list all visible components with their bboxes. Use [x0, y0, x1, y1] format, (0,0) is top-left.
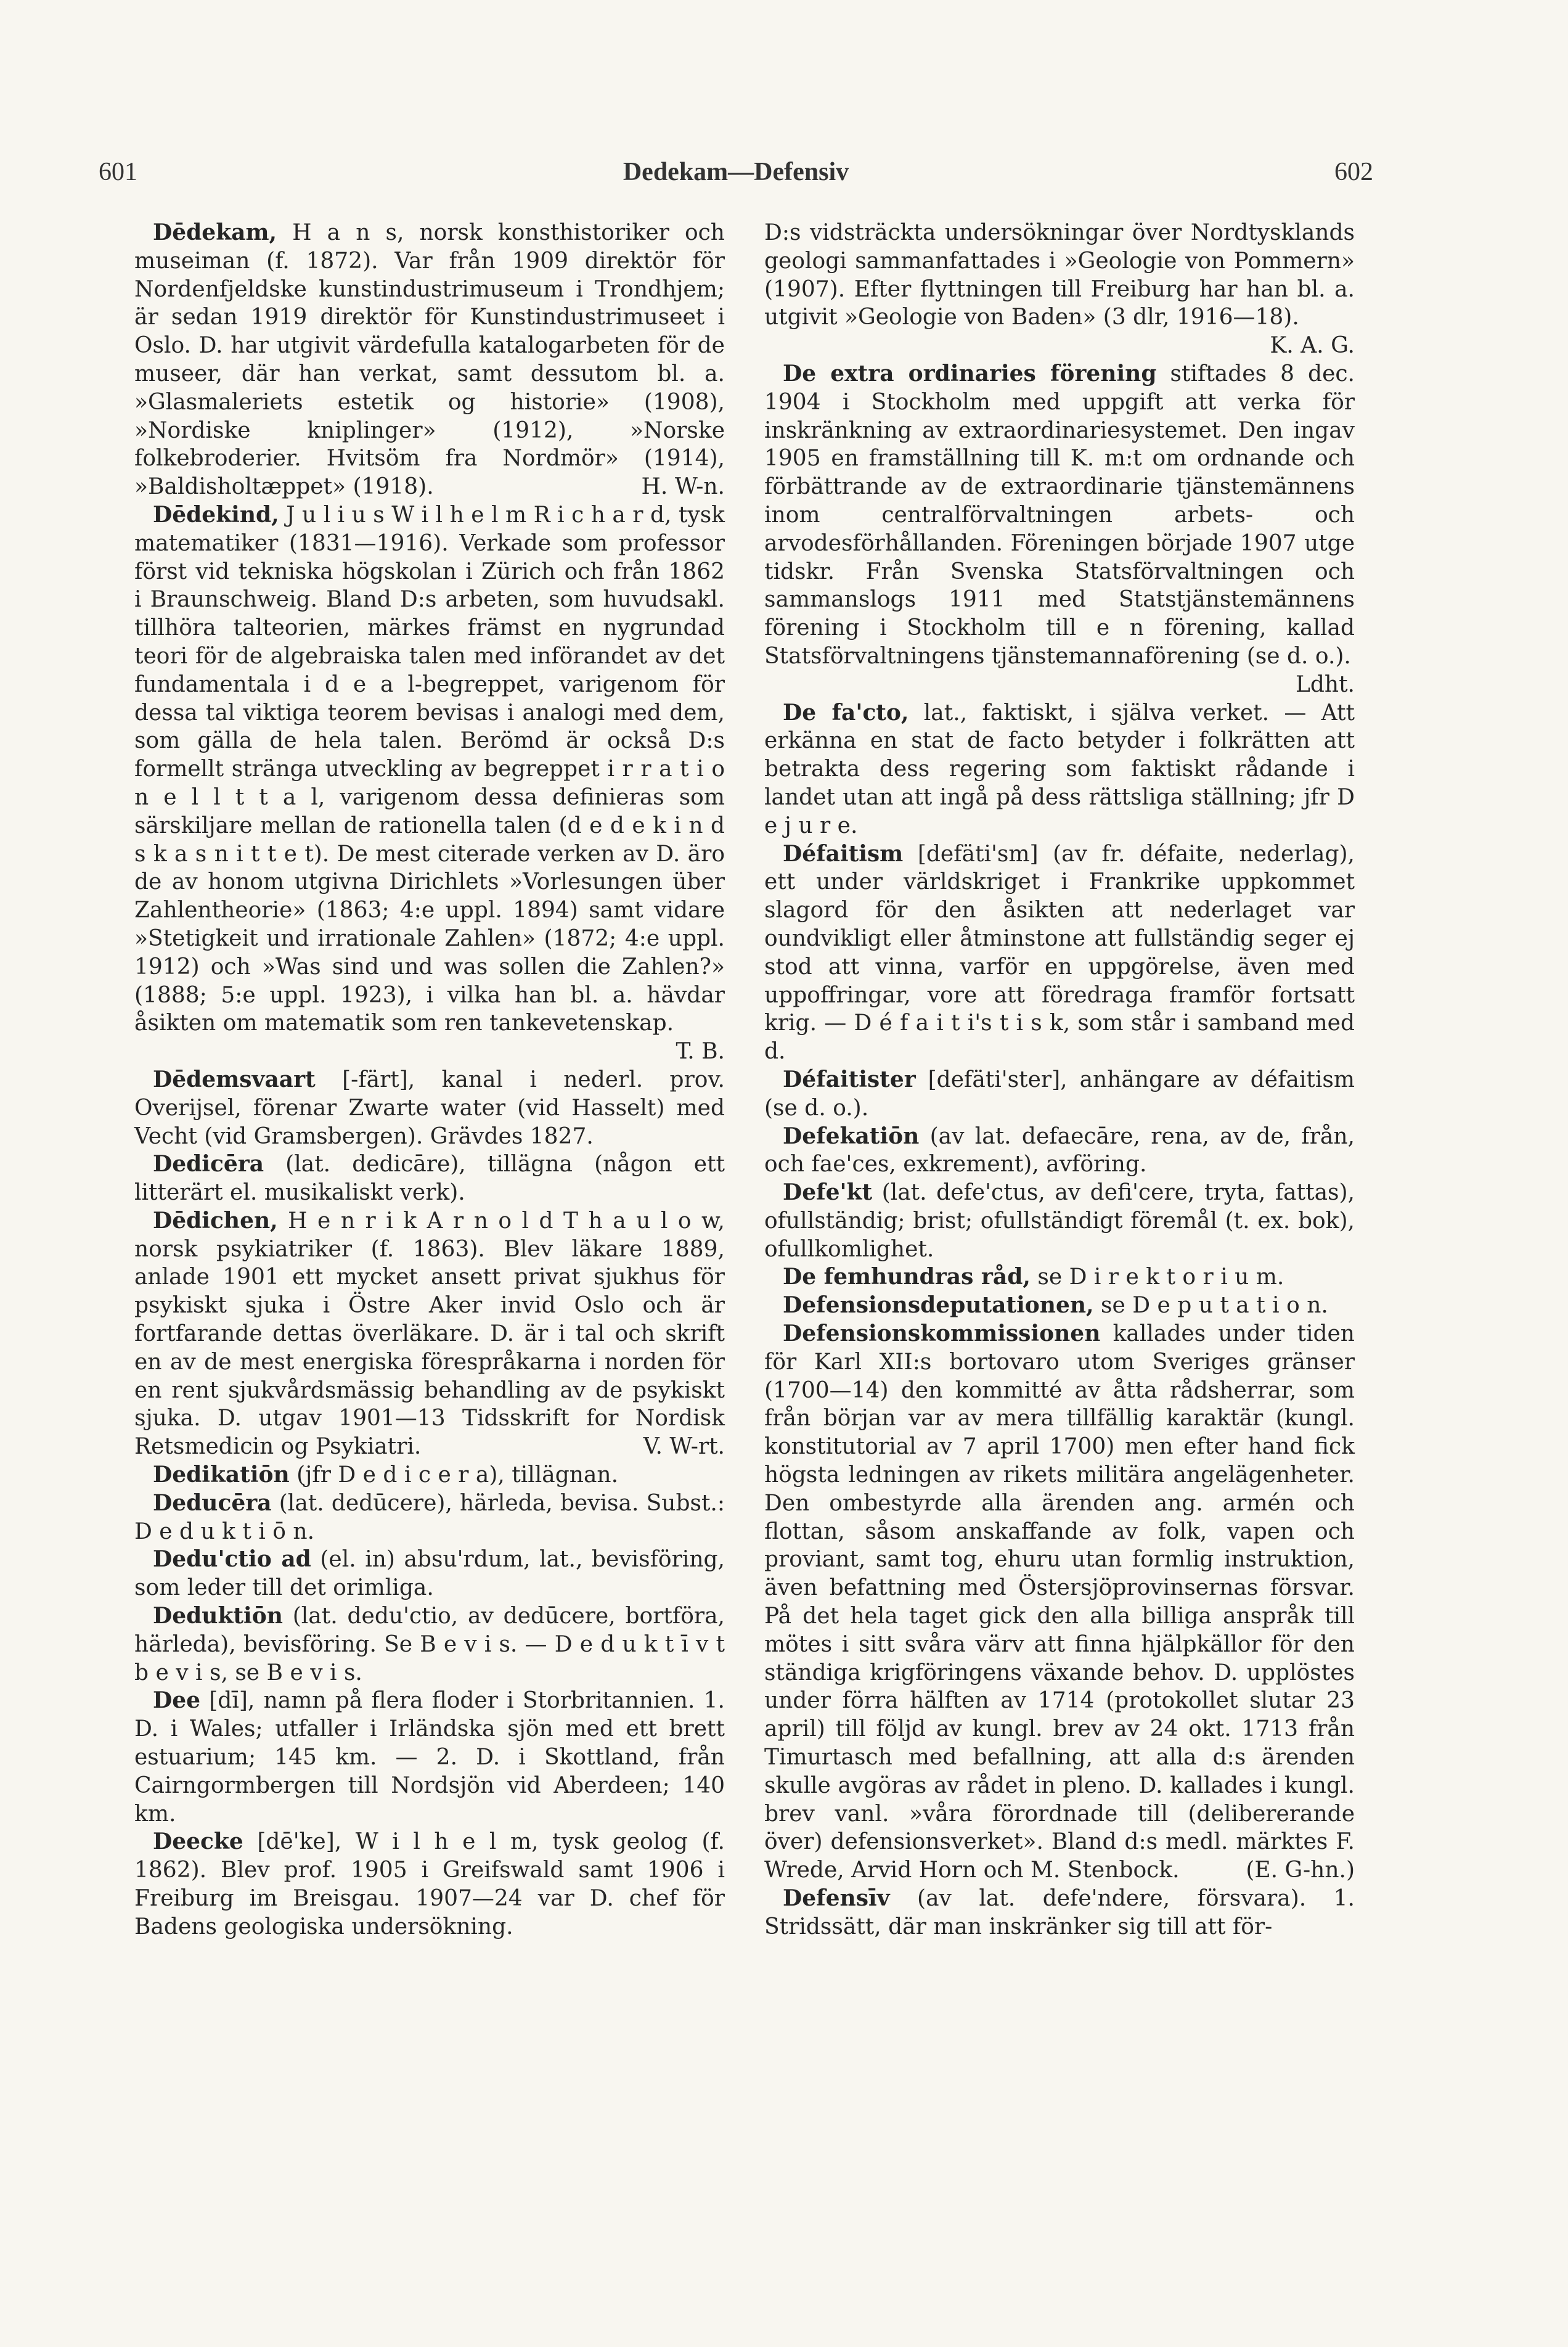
- page-number-left: 601: [99, 158, 137, 186]
- entry-text: [defäti'sm] (av fr. défaite, nederlag), ett under världskriget i Frankrike uppkommet slagord för den åsikten att nederlaget var oundvikligt eller åtminstone att fullständig seger ej stod att vinna, varför en uppgörelse, även med uppoffringar, vore att föredraga framför fortsatt krig. — D é f a i t i's t i s k, som står i samband med d.: [764, 841, 1355, 1065]
- entry-headword: Dēdekind,: [153, 501, 279, 528]
- entry-text: (av lat. defe'ndere, försvara). 1. Stridssätt, där man inskränker sig till att för-: [764, 1886, 1355, 1939]
- entry-text: (lat. dedu'ctio, av dedūcere, bortföra, härleda), bevisföring. Se B e v i s. — D e d u k t ī v t b e v i s, se B e v i s.: [134, 1604, 725, 1685]
- entry-text: [dē'ke], W i l h e l m, tysk geolog (f. 1862). Blev prof. 1905 i Greifswald samt 1906 i Freiburg im Breisgau. 1907—24 var D. chef för Badens geologiska undersökning.: [134, 1829, 725, 1939]
- entry-deductio-ad-absurdum: [134, 1546, 725, 1602]
- entry-headword: Défaitister: [783, 1066, 916, 1092]
- entry-text: (av lat. defaecāre, rena, av de, från, och fae'ces, exkrement), avföring.: [764, 1123, 1355, 1178]
- entry-headword: Dēdemsvaart: [153, 1066, 316, 1092]
- page-number-right: 602: [1334, 158, 1373, 186]
- entry-defensiv: [764, 1885, 1355, 1941]
- entry-headword: De femhundras råd,: [783, 1264, 1031, 1290]
- entry-headword: Deducēra: [153, 1489, 272, 1516]
- entry-defensionskommissionen: [764, 1320, 1355, 1885]
- entry-headword: Dee: [153, 1687, 201, 1714]
- entry-defaitister: [764, 1066, 1355, 1123]
- entry-de-facto: [764, 699, 1355, 840]
- entry-dedicera: [134, 1150, 725, 1207]
- entry-signature: H. W-n.: [641, 474, 725, 500]
- entry-text: D:s vidsträckta undersökningar över Nordtysklands geologi sammanfattades i »Geologie von Pommern» (1907). Efter flyttningen till Freiburg har han bl. a. utgivit »Geologie von Baden» (3 dlr, 1916—18).: [764, 220, 1355, 330]
- entry-headword: Dedikatiōn: [153, 1462, 290, 1488]
- entry-signature: T. B.: [676, 1039, 725, 1065]
- entry-deduktion: [134, 1602, 725, 1687]
- entry-text: [defäti'ster], anhängare av défaitism (se d. o.).: [764, 1067, 1355, 1121]
- entry-text: stiftades 8 dec. 1904 i Stockholm med uppgift att verka för inskränkning av extraordinariesystemet. Den ingav 1905 en framställning till K. m:t om ordnande och förbättrande av de extraordinarie tjänstemännens inom centralförvaltningen arbets- och arvodesförhållanden. Föreningen började 1907 utge tidskr. Från Svenska Statsförvaltningen och sammanslogs 1911 med Statstjänstemännens förening i Stockholm till e n förening, kallad Statsförvaltningens tjänstemannaförening (se d. o.).: [764, 361, 1355, 669]
- entry-headword: Dēdekam,: [153, 219, 277, 245]
- entry-deducera: [134, 1489, 725, 1546]
- running-title: Dedekam—Defensiv: [623, 158, 849, 186]
- entry-text: (lat. dedūcere), härleda, bevisa. Subst.: D e d u k t i ō n.: [134, 1490, 725, 1544]
- entry-headword: Defekatiōn: [783, 1123, 920, 1149]
- entry-text: se D i r e k t o r i u m.: [1030, 1264, 1284, 1290]
- entry-headword: Defe'kt: [783, 1179, 873, 1206]
- entry-text: (jfr D e d i c e r a), tillägnan.: [289, 1462, 619, 1488]
- page-header: [99, 157, 1373, 200]
- entry-dee: [134, 1687, 725, 1828]
- entry-text: [-färt], kanal i nederl. prov. Overijsel, förenar Zwarte water (vid Hasselt) med Vecht (vid Gramsbergen). Grävdes 1827.: [134, 1067, 725, 1149]
- entry-dedichen: [134, 1207, 725, 1461]
- entry-text: kallades under tiden för Karl XII:s bortovaro utom Sveriges gränser (1700—14) den kommitté av åtta rådsherrar, som från början var av mera tillfällig karaktär (kungl. konstitutorial av 7 april 1700) men efter hand fick högsta ledningen av rikets militära angelägenheter. Den ombestyrde alla ärenden ang. armén och flottan, såsom anskaffande av folk, vapen och proviant, samt tog, ehuru utan formlig instruktion, även befattning med Östersjöprovinsernas försvar. På det hela taget gick den alla billiga anspråk till mötes i sitt svåra värv att finna hjälpkällor för den ständiga krigföringens växande behov. D. upplöstes under förra hälften av 1714 (protokollet slutar 23 april) till följd av kungl. brev av 24 okt. 1713 från Timurtasch med befallning, att alla d:s ärenden skulle avgöras av rådet in pleno. D. kallades i kungl. brev vanl. »våra förordnade till (delibererande över) defensionsverket». Bland d:s medl. märktes F. Wrede, Arvid Horn och M. Stenbock.: [764, 1321, 1355, 1883]
- entry-text: lat., faktiskt, i själva verket. — Att erkänna en stat de facto betyder i folkrätten att betrakta dess regering som faktiskt rådande i landet utan att ingå på dess rättsliga ställning; jfr D e j u r e.: [764, 700, 1355, 838]
- entry-deecke-continued: [764, 219, 1355, 360]
- entry-headword: Dedicēra: [153, 1151, 264, 1178]
- entry-dedekam: [134, 219, 725, 501]
- entry-defekation: [764, 1123, 1355, 1179]
- entry-extra-ordinaries-forening: [764, 360, 1355, 699]
- entry-headword: Deecke: [153, 1829, 243, 1855]
- entry-femhundras-rad: [764, 1263, 1355, 1292]
- entry-text: H e n r i k A r n o l d T h a u l o w, norsk psykiatriker (f. 1863). Blev läkare 1889, anlade 1901 ett mycket ansett privat sjukhus för psykiskt sjuka i Östre Aker invid Oslo och är fortfarande dettas överläkare. D. är i tal och skrift en av de mest energiska förespråkarna i norden för en rent sjukvårdsmässig behandling av de psykiskt sjuka. D. utgav 1901—13 Tidsskrift for Nordisk Retsmedicin og Psykiatri.: [134, 1208, 725, 1460]
- entry-signature: (E. G-hn.): [1246, 1858, 1355, 1883]
- entry-text: (lat. dedicāre), tillägna (någon ett litterärt el. musikaliskt verk).: [134, 1152, 725, 1206]
- entry-dedemsvaart: [134, 1066, 725, 1150]
- entry-text: (el. in) absu'rdum, lat., bevisföring, som leder till det orimliga.: [134, 1547, 725, 1601]
- entry-text: J u l i u s W i l h e l m R i c h a r d, tysk matematiker (1831—1916). Verkade som professor först vid tekniska högskolan i Zürich och från 1862 i Braunschweig. Bland D:s arbeten, som huvudsakl. tillhöra talteorien, märkes främst en nygrundad teori för de algebraiska talen med införandet av det fundamentala i d e a l-begreppet, varigenom för dessa tal viktiga teorem bevisas i analogi med dem, som gälla de hela talen. Berömd är också D:s formellt stränga utveckling av begreppet i r r a t i o n e l l t t a l, varigenom dessa definieras som särskiljare mellan de rationella talen (d e d e k i n d s k a s n i t t e t). De mest citerade verken av D. äro de av honom utgivna Dirichlets »Vorlesungen über Zahlentheorie» (1863; 4:e uppl. 1894) samt vidare »Stetigkeit und irrationale Zahlen» (1872; 4:e uppl. 1912) och »Was sind und was sollen die Zahlen?» (1888; 5:e uppl. 1923), i vilka han bl. a. hävdar åsikten om matematik som ren tankevetenskap.: [134, 502, 725, 1036]
- entry-headword: Dedu'ctio ad: [153, 1546, 311, 1573]
- entry-headword: Defensīv: [783, 1885, 890, 1912]
- entry-text: H a n s, norsk konsthistoriker och museiman (f. 1872). Var från 1909 direktör för Nordenfjeldske kunstindustrimuseum i Trondhjem; är sedan 1919 direktör för Kunstindustrimuseet i Oslo. D. har utgivit värdefulla katalogarbeten för de museer, där han verkat, samt dessutom bl. a. »Glasmaleriets estetik og historie» (1908), »Nordiske kniplinger» (1912), »Norske folkebroderier. Hvitsöm fra Nordmör» (1914), »Baldisholtæppet» (1918).: [134, 220, 725, 500]
- left-column: [134, 219, 725, 1941]
- entry-headword: Dēdichen,: [153, 1207, 278, 1234]
- entry-defekt: [764, 1179, 1355, 1263]
- entry-text: [dī], namn på flera floder i Storbritannien. 1. D. i Wales; utfaller i Irländska sjön med ett brett estuarium; 145 km. — 2. D. i Skottland, från Cairngormbergen till Nordsjön vid Aberdeen; 140 km.: [134, 1688, 725, 1827]
- entry-text: (lat. defe'ctus, av defi'cere, tryta, fattas), ofullständig; brist; ofullständigt föremål (t. ex. bok), ofullkomlighet.: [764, 1180, 1355, 1262]
- entry-headword: Défaitism: [783, 840, 904, 867]
- entry-deecke: [134, 1828, 725, 1941]
- entry-defensionsdeputationen: [764, 1292, 1355, 1320]
- entry-headword: Defensionskommissionen: [783, 1321, 1101, 1347]
- entry-signature: K. A. G.: [1270, 333, 1355, 359]
- entry-headword: Deduktiōn: [153, 1603, 283, 1629]
- entry-dedikation: [134, 1461, 725, 1489]
- entry-signature: V. W-rt.: [643, 1434, 725, 1460]
- entry-text: se D e p u t a t i o n.: [1093, 1293, 1328, 1319]
- entry-dedekind: [134, 501, 725, 1066]
- entry-headword: Defensionsdeputationen,: [783, 1292, 1094, 1319]
- entry-signature: Ldht.: [1295, 671, 1355, 697]
- entry-headword: De fa'cto,: [783, 699, 909, 726]
- entry-defaitism: [764, 840, 1355, 1066]
- right-column: [764, 219, 1355, 1941]
- entry-headword: De extra ordinaries förening: [783, 360, 1157, 387]
